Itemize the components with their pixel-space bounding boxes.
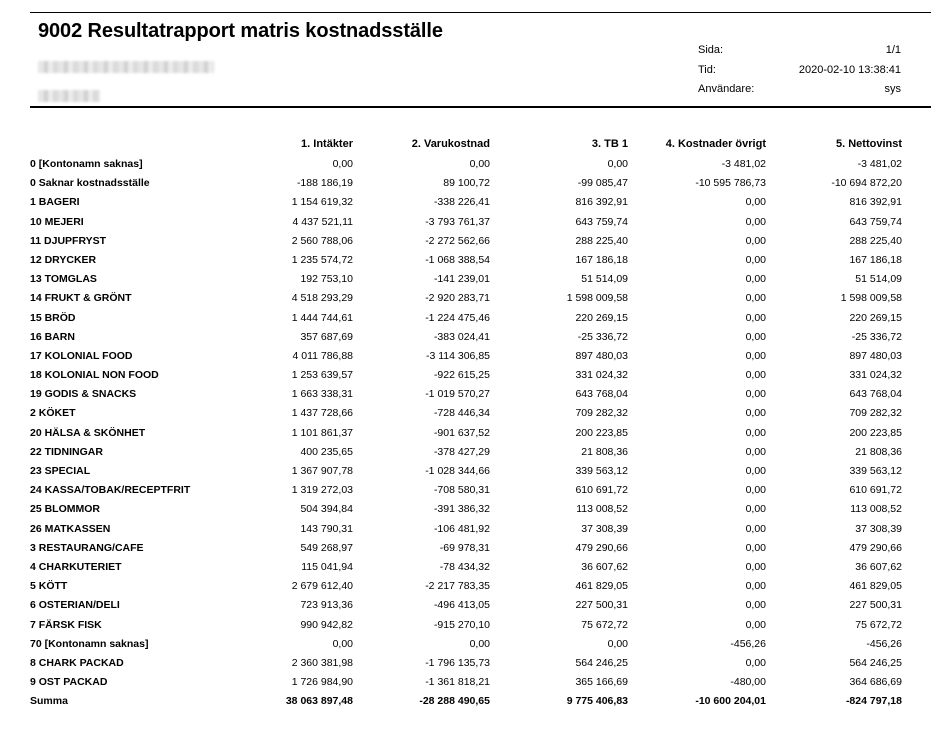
cell-intakter: 549 268,97: [300, 541, 353, 554]
table-row: [30, 596, 910, 615]
row-label: Summa: [30, 695, 68, 708]
cell-varukostnad: -2 217 783,35: [425, 580, 490, 593]
cell-kostnader-ovrigt: -480,00: [730, 676, 766, 689]
table-row: [30, 558, 910, 577]
cell-intakter: 143 790,31: [300, 522, 353, 535]
cell-kostnader-ovrigt: 0,00: [745, 599, 766, 612]
cell-tb1: 288 225,40: [575, 234, 628, 247]
redacted-subtitle: [38, 90, 100, 102]
table-row: [30, 155, 910, 174]
cell-intakter: 1 367 907,78: [291, 465, 353, 477]
cell-varukostnad: 89 100,72: [443, 177, 490, 190]
table-row: [30, 366, 910, 385]
row-label: 11 DJUPFRYST: [30, 234, 107, 247]
cell-kostnader-ovrigt: -456,26: [730, 637, 766, 650]
cell-nettovinst: 36 607,62: [855, 560, 902, 573]
row-label: 1 BAGERI: [30, 196, 80, 209]
cell-tb1: 564 246,25: [575, 656, 628, 669]
cell-nettovinst: 364 686,69: [849, 676, 902, 689]
cell-intakter: 192 753,10: [300, 273, 353, 286]
cell-intakter: 1 437 728,66: [291, 407, 353, 420]
top-rule: [30, 12, 931, 13]
meta-user-value: sys: [884, 83, 901, 95]
cell-intakter: 1 444 744,61: [291, 311, 353, 324]
row-label: 20 HÄLSA & SKÖNHET: [30, 426, 146, 439]
cell-nettovinst: -824 797,18: [845, 695, 902, 708]
row-label: 15 BRÖD: [30, 311, 76, 324]
cell-kostnader-ovrigt: 0,00: [745, 618, 766, 631]
row-label: 23 SPECIAL: [30, 465, 91, 477]
cell-nettovinst: 167 186,18: [849, 253, 902, 266]
row-label: 8 CHARK PACKAD: [30, 656, 124, 669]
header-rule: [30, 106, 931, 108]
row-label: 25 BLOMMOR: [30, 503, 101, 516]
cell-intakter: 357 687,69: [300, 330, 353, 343]
cell-tb1: 709 282,32: [575, 407, 628, 420]
cell-varukostnad: -3 114 306,85: [425, 349, 490, 362]
cell-kostnader-ovrigt: 0,00: [745, 253, 766, 266]
cell-tb1: 21 808,36: [581, 445, 628, 458]
table-row: [30, 251, 910, 270]
cell-varukostnad: -1 796 135,73: [425, 656, 490, 669]
column-header-kostnader-ovrigt: 4. Kostnader övrigt: [665, 138, 766, 150]
table-row: [30, 404, 910, 423]
cell-nettovinst: -25 336,72: [851, 330, 902, 343]
row-label: 70 [Kontonamn saknas]: [30, 637, 149, 650]
cell-nettovinst: 220 269,15: [849, 311, 902, 324]
row-label: 14 FRUKT & GRÖNT: [30, 292, 132, 305]
column-header-nettovinst: 5. Nettovinst: [835, 138, 902, 150]
cell-varukostnad: -378 427,29: [433, 445, 490, 458]
cell-varukostnad: -1 028 344,66: [425, 465, 490, 477]
cell-varukostnad: -106 481,92: [433, 522, 490, 535]
cell-tb1: 643 759,74: [575, 215, 628, 228]
cell-kostnader-ovrigt: -10 600 204,01: [695, 695, 766, 708]
cell-varukostnad: -28 288 490,65: [419, 695, 490, 708]
cell-kostnader-ovrigt: 0,00: [745, 196, 766, 209]
cell-intakter: 1 726 984,90: [291, 676, 353, 689]
table-row: [30, 520, 910, 539]
table-row: [30, 673, 910, 692]
cell-varukostnad: -1 019 570,27: [425, 388, 490, 401]
cell-tb1: 227 500,31: [575, 599, 628, 612]
cell-intakter: 1 663 338,31: [291, 388, 353, 401]
cell-kostnader-ovrigt: 0,00: [745, 445, 766, 458]
meta-page-label: Sida:: [698, 44, 724, 56]
cell-nettovinst: 113 008,52: [850, 503, 902, 516]
row-label: 9 OST PACKAD: [30, 676, 108, 689]
cell-varukostnad: -708 580,31: [433, 484, 490, 497]
cell-varukostnad: -915 270,10: [433, 618, 490, 631]
cell-tb1: 113 008,52: [576, 503, 628, 516]
table-row: [30, 616, 910, 635]
cell-intakter: 1 154 619,32: [291, 196, 353, 209]
column-header-tb1: 3. TB 1: [591, 138, 628, 150]
cell-kostnader-ovrigt: 0,00: [745, 580, 766, 593]
cell-kostnader-ovrigt: 0,00: [745, 484, 766, 497]
cell-nettovinst: 21 808,36: [855, 445, 902, 458]
cell-tb1: 75 672,72: [581, 618, 628, 631]
cell-nettovinst: 51 514,09: [855, 273, 902, 286]
cell-intakter: 0,00: [332, 158, 353, 170]
cell-varukostnad: -2 920 283,71: [425, 292, 490, 305]
meta-time-value: 2020-02-10 13:38:41: [798, 64, 901, 76]
cell-kostnader-ovrigt: 0,00: [745, 330, 766, 343]
cell-varukostnad: -1 068 388,54: [425, 253, 490, 266]
cell-varukostnad: -2 272 562,66: [425, 234, 490, 247]
cell-intakter: 1 101 861,37: [291, 426, 353, 439]
cell-tb1: 331 024,32: [575, 369, 628, 382]
row-label: 2 KÖKET: [30, 407, 76, 420]
cell-nettovinst: 816 392,91: [849, 196, 902, 209]
cell-kostnader-ovrigt: 0,00: [745, 388, 766, 401]
meta-time-label: Tid:: [698, 64, 716, 76]
cell-nettovinst: 227 500,31: [849, 599, 902, 612]
cell-tb1: 479 290,66: [575, 541, 628, 554]
cell-tb1: 200 223,85: [575, 426, 628, 439]
table-row: [30, 443, 910, 462]
row-label: 3 RESTAURANG/CAFE: [30, 541, 144, 554]
table-row: [30, 289, 910, 308]
cell-tb1: 220 269,15: [575, 311, 628, 324]
cell-nettovinst: 75 672,72: [855, 618, 902, 631]
table-row: [30, 500, 910, 519]
redacted-company-name: [38, 61, 214, 73]
cell-nettovinst: 643 759,74: [849, 215, 902, 228]
cell-kostnader-ovrigt: 0,00: [745, 215, 766, 228]
cell-nettovinst: -10 694 872,20: [831, 177, 902, 190]
cell-nettovinst: 331 024,32: [849, 369, 902, 382]
cell-kostnader-ovrigt: 0,00: [745, 560, 766, 573]
row-label: 13 TOMGLAS: [30, 273, 97, 286]
table-row: [30, 309, 910, 328]
cell-tb1: 897 480,03: [575, 349, 628, 362]
cell-nettovinst: 564 246,25: [849, 656, 902, 669]
cell-varukostnad: -922 615,25: [433, 369, 490, 382]
cell-intakter: 2 360 381,98: [291, 656, 353, 669]
table-row: [30, 385, 910, 404]
cell-intakter: 115 041,94: [301, 560, 353, 573]
column-header-varukostnad: 2. Varukostnad: [411, 138, 490, 150]
cell-tb1: 37 308,39: [581, 522, 628, 535]
cell-kostnader-ovrigt: 0,00: [745, 273, 766, 286]
cell-intakter: 4 437 521,11: [292, 215, 353, 228]
cell-nettovinst: -3 481,02: [857, 158, 902, 170]
cell-intakter: 1 235 574,72: [291, 253, 353, 266]
report-table: [30, 155, 910, 711]
table-row: [30, 347, 910, 366]
table-row: [30, 481, 910, 500]
row-label: 22 TIDNINGAR: [30, 445, 103, 458]
cell-varukostnad: 0,00: [469, 158, 490, 170]
row-label: 5 KÖTT: [30, 580, 68, 593]
cell-kostnader-ovrigt: -10 595 786,73: [695, 177, 766, 190]
cell-intakter: 504 394,84: [300, 503, 353, 516]
row-label: 7 FÄRSK FISK: [30, 618, 102, 631]
total-row: [30, 692, 910, 711]
cell-kostnader-ovrigt: 0,00: [745, 349, 766, 362]
cell-nettovinst: 897 480,03: [849, 349, 902, 362]
cell-intakter: 2 560 788,06: [291, 234, 353, 247]
table-row: [30, 654, 910, 673]
cell-kostnader-ovrigt: 0,00: [745, 465, 766, 477]
cell-intakter: -188 186,19: [296, 177, 353, 190]
cell-kostnader-ovrigt: 0,00: [745, 311, 766, 324]
row-label: 16 BARN: [30, 330, 75, 343]
cell-tb1: 9 775 406,83: [566, 695, 628, 708]
meta-page-value: 1/1: [885, 44, 901, 56]
table-row: [30, 424, 910, 443]
cell-tb1: -99 085,47: [577, 177, 628, 190]
cell-tb1: 36 607,62: [581, 560, 628, 573]
cell-tb1: -25 336,72: [577, 330, 628, 343]
table-row: [30, 174, 910, 193]
cell-varukostnad: -728 446,34: [433, 407, 490, 420]
table-row: [30, 213, 910, 232]
cell-varukostnad: -3 793 761,37: [425, 215, 490, 228]
cell-intakter: 1 319 272,03: [291, 484, 353, 497]
cell-nettovinst: 461 829,05: [849, 580, 902, 593]
cell-nettovinst: 200 223,85: [849, 426, 902, 439]
cell-tb1: 643 768,04: [575, 388, 628, 401]
row-label: 26 MATKASSEN: [30, 522, 111, 535]
row-label: 4 CHARKUTERIET: [30, 560, 122, 573]
table-row: [30, 270, 910, 289]
page-title: 9002 Resultatrapport matris kostnadsställe: [38, 20, 443, 42]
cell-varukostnad: -1 224 475,46: [425, 311, 490, 324]
cell-intakter: 990 942,82: [300, 618, 353, 631]
cell-nettovinst: 709 282,32: [849, 407, 902, 420]
cell-nettovinst: 339 563,12: [849, 465, 902, 477]
row-label: 18 KOLONIAL NON FOOD: [30, 369, 159, 382]
meta-user-label: Användare:: [698, 83, 755, 95]
cell-tb1: 610 691,72: [575, 484, 628, 497]
cell-tb1: 0,00: [607, 637, 628, 650]
cell-nettovinst: 1 598 009,58: [840, 292, 902, 305]
cell-nettovinst: -456,26: [866, 637, 902, 650]
cell-kostnader-ovrigt: 0,00: [745, 656, 766, 669]
cell-tb1: 816 392,91: [575, 196, 628, 209]
cell-tb1: 51 514,09: [581, 273, 628, 286]
row-label: 10 MEJERI: [30, 215, 84, 228]
row-label: 19 GODIS & SNACKS: [30, 388, 137, 401]
cell-tb1: 461 829,05: [575, 580, 628, 593]
cell-intakter: 723 913,36: [300, 599, 353, 612]
row-label: 0 [Kontonamn saknas]: [30, 158, 143, 170]
table-row: [30, 193, 910, 212]
cell-nettovinst: 643 768,04: [849, 388, 902, 401]
cell-tb1: 167 186,18: [575, 253, 628, 266]
cell-intakter: 2 679 612,40: [291, 580, 353, 593]
cell-intakter: 400 235,65: [300, 445, 353, 458]
table-row: [30, 462, 910, 481]
row-label: 17 KOLONIAL FOOD: [30, 349, 133, 362]
cell-varukostnad: -496 413,05: [433, 599, 490, 612]
cell-varukostnad: -383 024,41: [433, 330, 490, 343]
cell-intakter: 4 011 786,88: [292, 349, 353, 362]
cell-varukostnad: -69 978,31: [439, 541, 490, 554]
cell-kostnader-ovrigt: -3 481,02: [721, 158, 766, 170]
cell-intakter: 1 253 639,57: [291, 369, 353, 382]
cell-varukostnad: -1 361 818,21: [425, 676, 490, 689]
row-label: 24 KASSA/TOBAK/RECEPTFRIT: [30, 484, 191, 497]
cell-kostnader-ovrigt: 0,00: [745, 503, 766, 516]
cell-tb1: 339 563,12: [575, 465, 628, 477]
table-row: [30, 539, 910, 558]
table-row: [30, 635, 910, 654]
cell-kostnader-ovrigt: 0,00: [745, 541, 766, 554]
cell-tb1: 0,00: [607, 158, 628, 170]
cell-intakter: 4 518 293,29: [291, 292, 353, 305]
table-row: [30, 328, 910, 347]
row-label: 12 DRYCKER: [30, 253, 97, 266]
column-header-intakter: 1. Intäkter: [301, 138, 353, 150]
cell-intakter: 38 063 897,48: [285, 695, 353, 708]
cell-varukostnad: -78 434,32: [439, 560, 490, 573]
cell-tb1: 1 598 009,58: [566, 292, 628, 305]
cell-kostnader-ovrigt: 0,00: [745, 369, 766, 382]
cell-kostnader-ovrigt: 0,00: [745, 426, 766, 439]
cell-varukostnad: 0,00: [469, 637, 490, 650]
cell-nettovinst: 610 691,72: [849, 484, 902, 497]
row-label: 0 Saknar kostnadsställe: [30, 177, 150, 190]
cell-kostnader-ovrigt: 0,00: [745, 522, 766, 535]
cell-nettovinst: 37 308,39: [855, 522, 902, 535]
cell-tb1: 365 166,69: [575, 676, 628, 689]
table-row: [30, 577, 910, 596]
cell-varukostnad: -901 637,52: [433, 426, 490, 439]
cell-nettovinst: 288 225,40: [849, 234, 902, 247]
row-label: 6 OSTERIAN/DELI: [30, 599, 120, 612]
cell-kostnader-ovrigt: 0,00: [745, 292, 766, 305]
cell-kostnader-ovrigt: 0,00: [745, 407, 766, 420]
cell-intakter: 0,00: [332, 637, 353, 650]
cell-varukostnad: -141 239,01: [433, 273, 490, 286]
cell-varukostnad: -391 386,32: [433, 503, 490, 516]
cell-nettovinst: 479 290,66: [849, 541, 902, 554]
table-row: [30, 232, 910, 251]
cell-kostnader-ovrigt: 0,00: [745, 234, 766, 247]
cell-varukostnad: -338 226,41: [433, 196, 490, 209]
